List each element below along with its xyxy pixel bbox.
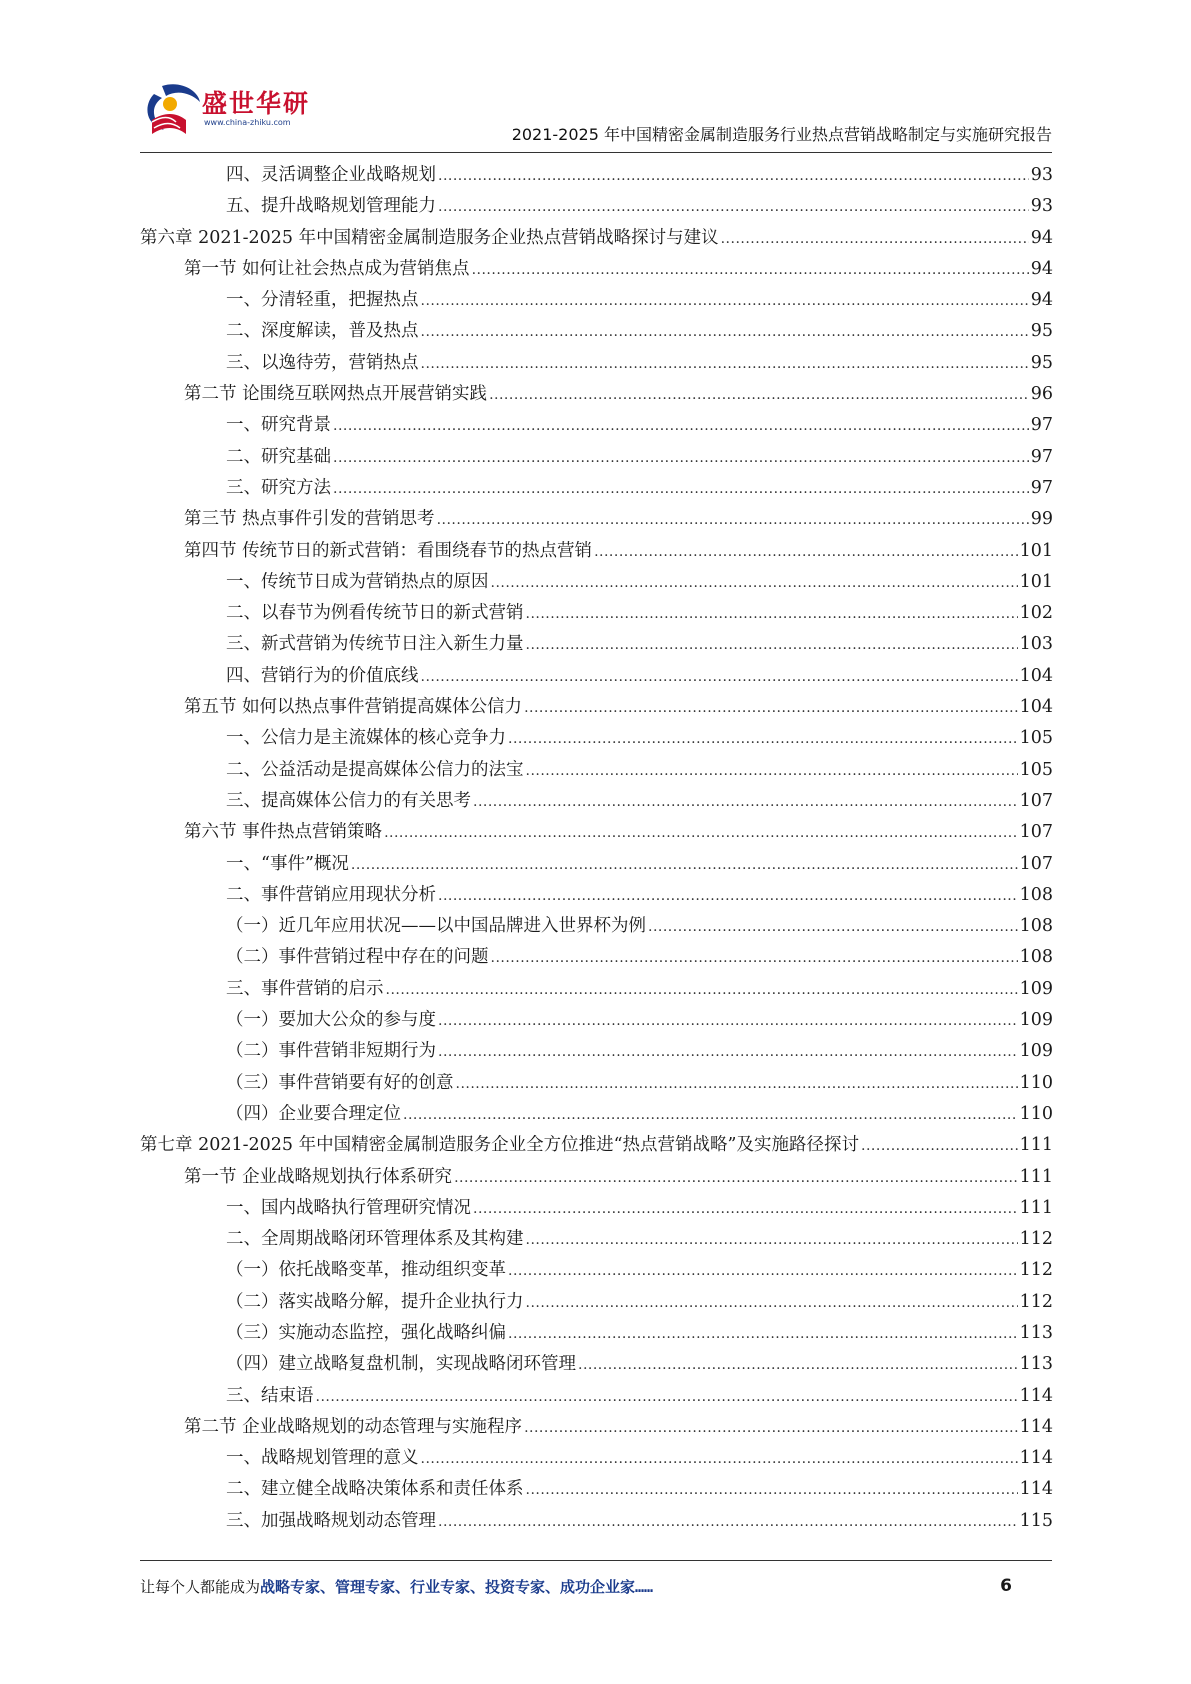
toc-entry-page: 107: [1019, 853, 1053, 874]
toc-leader-dots: [473, 787, 1018, 817]
toc-entry-page: 111: [1019, 1135, 1053, 1156]
toc-entry[interactable]: [140, 254, 1053, 285]
brand-name: 盛世华研: [202, 89, 311, 118]
toc-entry-title: 三、以逸待劳，营销热点: [226, 352, 419, 373]
toc-entry-title: 第七章 2021-2025 年中国精密金属制造服务企业全方位推进“热点营销战略”及实施路径探讨: [140, 1135, 860, 1156]
toc-entry-title: 第四节 传统节日的新式营销：看围绕春节的热点营销: [184, 540, 593, 561]
toc-entry[interactable]: [140, 723, 1053, 754]
toc-leader-dots: [721, 224, 1029, 254]
toc-leader-dots: [473, 1194, 1018, 1224]
toc-entry-title: （二）事件营销非短期行为: [226, 1041, 436, 1062]
toc-entry-title: （四）建立战略复盘机制，实现战略闭环管理: [226, 1354, 576, 1375]
toc-leader-dots: [526, 599, 1018, 629]
toc-entry-title: 一、研究背景: [226, 415, 331, 436]
toc-leader-dots: [526, 1288, 1018, 1318]
toc-entry[interactable]: [140, 661, 1053, 692]
toc-entry-page: 104: [1019, 697, 1053, 718]
toc-entry-title: 二、公益活动是提高媒体公信力的法宝: [226, 759, 524, 780]
page-number: 6: [1000, 1576, 1012, 1596]
toc-entry[interactable]: [140, 1193, 1053, 1224]
toc-leader-dots: [472, 255, 1029, 285]
toc-leader-dots: [648, 912, 1018, 942]
toc-entry-title: 第三节 热点事件引发的营销思考: [184, 509, 435, 530]
toc-entry-page: 99: [1030, 509, 1053, 530]
toc-leader-dots: [333, 474, 1029, 504]
toc-entry-page: 109: [1019, 978, 1053, 999]
toc-entry-page: 101: [1019, 571, 1053, 592]
toc-entry-page: 114: [1019, 1479, 1053, 1500]
toc-leader-dots: [508, 724, 1018, 754]
toc-entry[interactable]: [140, 379, 1053, 410]
toc-entry[interactable]: [140, 1318, 1053, 1349]
toc-entry-title: 第二节 企业战略规划的动态管理与实施程序: [184, 1416, 523, 1437]
toc-leader-dots: [421, 349, 1029, 379]
toc-leader-dots: [351, 850, 1018, 880]
toc-entry-title: 二、全周期战略闭环管理体系及其构建: [226, 1229, 524, 1250]
toc-leader-dots: [421, 286, 1029, 316]
toc-entry[interactable]: [140, 880, 1053, 911]
toc-leader-dots: [316, 1382, 1018, 1412]
toc-entry-title: 第五节 如何以热点事件营销提高媒体公信力: [184, 697, 523, 718]
toc-entry-title: 一、国内战略执行管理研究情况: [226, 1197, 471, 1218]
toc-entry[interactable]: [140, 817, 1053, 848]
toc-leader-dots: [524, 693, 1018, 723]
toc-entry[interactable]: [140, 1287, 1053, 1318]
toc-entry[interactable]: [140, 410, 1053, 441]
toc-entry-title: （二）事件营销过程中存在的问题: [226, 947, 489, 968]
toc-entry-title: 一、分清轻重，把握热点: [226, 290, 419, 311]
toc-entry[interactable]: [140, 567, 1053, 598]
toc-entry-title: 三、加强战略规划动态管理: [226, 1510, 436, 1531]
toc-entry[interactable]: [140, 1443, 1053, 1474]
toc-entry-page: 107: [1019, 790, 1053, 811]
toc-leader-dots: [578, 1350, 1018, 1380]
toc-entry-page: 95: [1030, 321, 1053, 342]
toc-leader-dots: [333, 443, 1029, 473]
toc-entry-page: 104: [1019, 665, 1053, 686]
toc-entry-page: 108: [1019, 884, 1053, 905]
toc-entry-page: 109: [1019, 1041, 1053, 1062]
toc-entry-title: 三、研究方法: [226, 477, 331, 498]
brand-url: www.china-zhiku.com: [204, 118, 291, 127]
toc-entry-page: 93: [1030, 196, 1053, 217]
toc-entry[interactable]: [140, 1412, 1053, 1443]
toc-entry[interactable]: [140, 504, 1053, 535]
toc-entry[interactable]: [140, 191, 1053, 222]
toc-entry-page: 114: [1019, 1448, 1053, 1469]
toc-leader-dots: [526, 756, 1018, 786]
toc-entry-page: 112: [1019, 1260, 1053, 1281]
toc-entry-title: 第六章 2021-2025 年中国精密金属制造服务企业热点营销战略探讨与建议: [140, 227, 719, 248]
toc-entry-title: 四、灵活调整企业战略规划: [226, 165, 436, 185]
toc-entry-page: 94: [1030, 227, 1053, 248]
toc-leader-dots: [438, 1006, 1018, 1036]
toc-entry-page: 95: [1030, 352, 1053, 373]
toc-entry-page: 96: [1030, 384, 1053, 405]
toc-entry-page: 94: [1030, 258, 1053, 279]
toc-entry-page: 110: [1019, 1072, 1053, 1093]
toc-leader-dots: [526, 1225, 1018, 1255]
toc-entry-page: 97: [1030, 415, 1053, 436]
toc-leader-dots: [508, 1256, 1018, 1286]
toc-entry-page: 97: [1030, 446, 1053, 467]
toc-entry-title: 三、提高媒体公信力的有关思考: [226, 790, 471, 811]
toc-leader-dots: [454, 1163, 1018, 1193]
toc-entry[interactable]: [140, 285, 1053, 316]
toc-entry[interactable]: [140, 598, 1053, 629]
toc-leader-dots: [421, 1444, 1018, 1474]
toc-entry-title: 三、结束语: [226, 1385, 314, 1406]
toc-entry[interactable]: [140, 223, 1053, 254]
toc-entry-page: 113: [1019, 1322, 1053, 1343]
toc-leader-dots: [524, 1413, 1018, 1443]
toc-leader-dots: [437, 505, 1029, 535]
toc-entry-title: 二、以春节为例看传统节日的新式营销: [226, 603, 524, 624]
toc-leader-dots: [438, 881, 1018, 911]
toc-leader-dots: [526, 630, 1018, 660]
toc-entry[interactable]: [140, 849, 1053, 880]
toc-entry-page: 114: [1019, 1416, 1053, 1437]
table-of-contents: [140, 160, 1053, 1537]
toc-entry-page: 105: [1019, 759, 1053, 780]
toc-entry-page: 93: [1030, 165, 1053, 185]
toc-entry-page: 97: [1030, 477, 1053, 498]
footer-divider: [140, 1560, 1052, 1561]
toc-entry-page: 114: [1019, 1385, 1053, 1406]
toc-entry-title: 一、“事件”概况: [226, 853, 349, 874]
toc-entry-page: 115: [1019, 1510, 1053, 1531]
slogan-highlight: 战略专家、管理专家、行业专家、投资专家、成功企业家……: [260, 1578, 654, 1596]
toc-leader-dots: [508, 1319, 1018, 1349]
toc-entry-page: 108: [1019, 916, 1053, 937]
toc-leader-dots: [526, 1475, 1018, 1505]
toc-entry-title: 二、深度解读，普及热点: [226, 321, 419, 342]
toc-entry-page: 110: [1019, 1103, 1053, 1124]
toc-entry-title: 三、事件营销的启示: [226, 978, 384, 999]
toc-entry-title: 五、提升战略规划管理能力: [226, 196, 436, 217]
toc-entry[interactable]: [140, 1474, 1053, 1505]
toc-entry[interactable]: [140, 1005, 1053, 1036]
toc-entry[interactable]: [140, 536, 1053, 567]
toc-leader-dots: [386, 975, 1018, 1005]
toc-entry[interactable]: [140, 1381, 1053, 1412]
toc-entry-page: 94: [1030, 290, 1053, 311]
toc-entry-page: 111: [1019, 1197, 1053, 1218]
toc-entry-title: 二、研究基础: [226, 446, 331, 467]
toc-entry[interactable]: [140, 1224, 1053, 1255]
toc-entry-page: 108: [1019, 947, 1053, 968]
toc-entry-page: 109: [1019, 1010, 1053, 1031]
book-swoosh-icon: [140, 80, 204, 142]
toc-entry-title: 二、建立健全战略决策体系和责任体系: [226, 1479, 524, 1500]
toc-entry-title: （一）依托战略变革，推动组织变革: [226, 1260, 506, 1281]
toc-leader-dots: [421, 662, 1018, 692]
toc-entry-title: （二）落实战略分解，提升企业执行力: [226, 1291, 524, 1312]
toc-leader-dots: [438, 161, 1029, 191]
page-header: [140, 80, 1052, 146]
toc-leader-dots: [333, 411, 1029, 441]
toc-entry[interactable]: [140, 692, 1053, 723]
toc-entry[interactable]: [140, 1349, 1053, 1380]
toc-entry[interactable]: [140, 348, 1053, 379]
report-title: 2021-2025 年中国精密金属制造服务行业热点营销战略制定与实施研究报告: [511, 125, 1052, 144]
toc-entry[interactable]: [140, 1162, 1053, 1193]
toc-entry-page: 105: [1019, 728, 1053, 749]
header-divider: [140, 152, 1052, 153]
toc-entry-page: 112: [1019, 1291, 1053, 1312]
toc-leader-dots: [491, 943, 1018, 973]
toc-entry[interactable]: [140, 473, 1053, 504]
toc-leader-dots: [421, 317, 1029, 347]
brand-logo: [140, 80, 320, 142]
toc-entry[interactable]: [140, 755, 1053, 786]
slogan-prefix: 让每个人都能成为: [140, 1578, 261, 1596]
toc-entry[interactable]: [140, 786, 1053, 817]
toc-entry-title: 四、营销行为的价值底线: [226, 665, 419, 686]
toc-entry[interactable]: [140, 629, 1053, 660]
toc-entry-title: （三）事件营销要有好的创意: [226, 1072, 454, 1093]
toc-entry-page: 103: [1019, 634, 1053, 655]
toc-entry[interactable]: [140, 942, 1053, 973]
toc-entry-title: （一）要加大公众的参与度: [226, 1010, 436, 1031]
toc-entry[interactable]: [140, 1255, 1053, 1286]
toc-entry-page: 113: [1019, 1354, 1053, 1375]
toc-entry-page: 101: [1019, 540, 1053, 561]
toc-entry[interactable]: [140, 160, 1053, 191]
toc-leader-dots: [456, 1069, 1018, 1099]
toc-entry-title: 二、事件营销应用现状分析: [226, 884, 436, 905]
toc-entry-page: 111: [1019, 1166, 1053, 1187]
toc-entry[interactable]: [140, 974, 1053, 1005]
toc-entry-title: （一）近几年应用状况——以中国品牌进入世界杯为例: [226, 916, 646, 937]
toc-entry[interactable]: [140, 1506, 1053, 1537]
toc-leader-dots: [403, 1100, 1018, 1130]
toc-entry[interactable]: [140, 1099, 1053, 1130]
toc-entry[interactable]: [140, 911, 1053, 942]
toc-entry[interactable]: [140, 316, 1053, 347]
toc-leader-dots: [438, 1507, 1018, 1537]
toc-leader-dots: [489, 380, 1029, 410]
toc-entry-page: 112: [1019, 1229, 1053, 1250]
toc-leader-dots: [438, 1037, 1018, 1067]
toc-leader-dots: [384, 818, 1018, 848]
toc-entry-title: 第二节 论围绕互联网热点开展营销实践: [184, 384, 488, 405]
toc-entry-title: 一、传统节日成为营销热点的原因: [226, 571, 489, 592]
toc-entry[interactable]: [140, 442, 1053, 473]
toc-entry[interactable]: [140, 1036, 1053, 1067]
toc-leader-dots: [438, 192, 1029, 222]
toc-entry-title: 第一节 企业战略规划执行体系研究: [184, 1166, 453, 1187]
toc-entry-page: 102: [1019, 603, 1053, 624]
toc-entry-title: 第一节 如何让社会热点成为营销焦点: [184, 258, 470, 279]
toc-entry-page: 107: [1019, 822, 1053, 843]
toc-entry-title: （四）企业要合理定位: [226, 1103, 401, 1124]
toc-leader-dots: [594, 537, 1018, 567]
toc-entry-title: 一、公信力是主流媒体的核心竞争力: [226, 728, 506, 749]
toc-entry-title: 第六节 事件热点营销策略: [184, 822, 383, 843]
toc-entry[interactable]: [140, 1068, 1053, 1099]
toc-entry[interactable]: [140, 1130, 1053, 1161]
toc-entry-title: 一、战略规划管理的意义: [226, 1448, 419, 1469]
toc-entry-title: （三）实施动态监控，强化战略纠偏: [226, 1322, 506, 1343]
page-footer: [140, 1576, 1052, 1600]
toc-leader-dots: [861, 1131, 1018, 1161]
toc-leader-dots: [491, 568, 1018, 598]
toc-entry-title: 三、新式营销为传统节日注入新生力量: [226, 634, 524, 655]
